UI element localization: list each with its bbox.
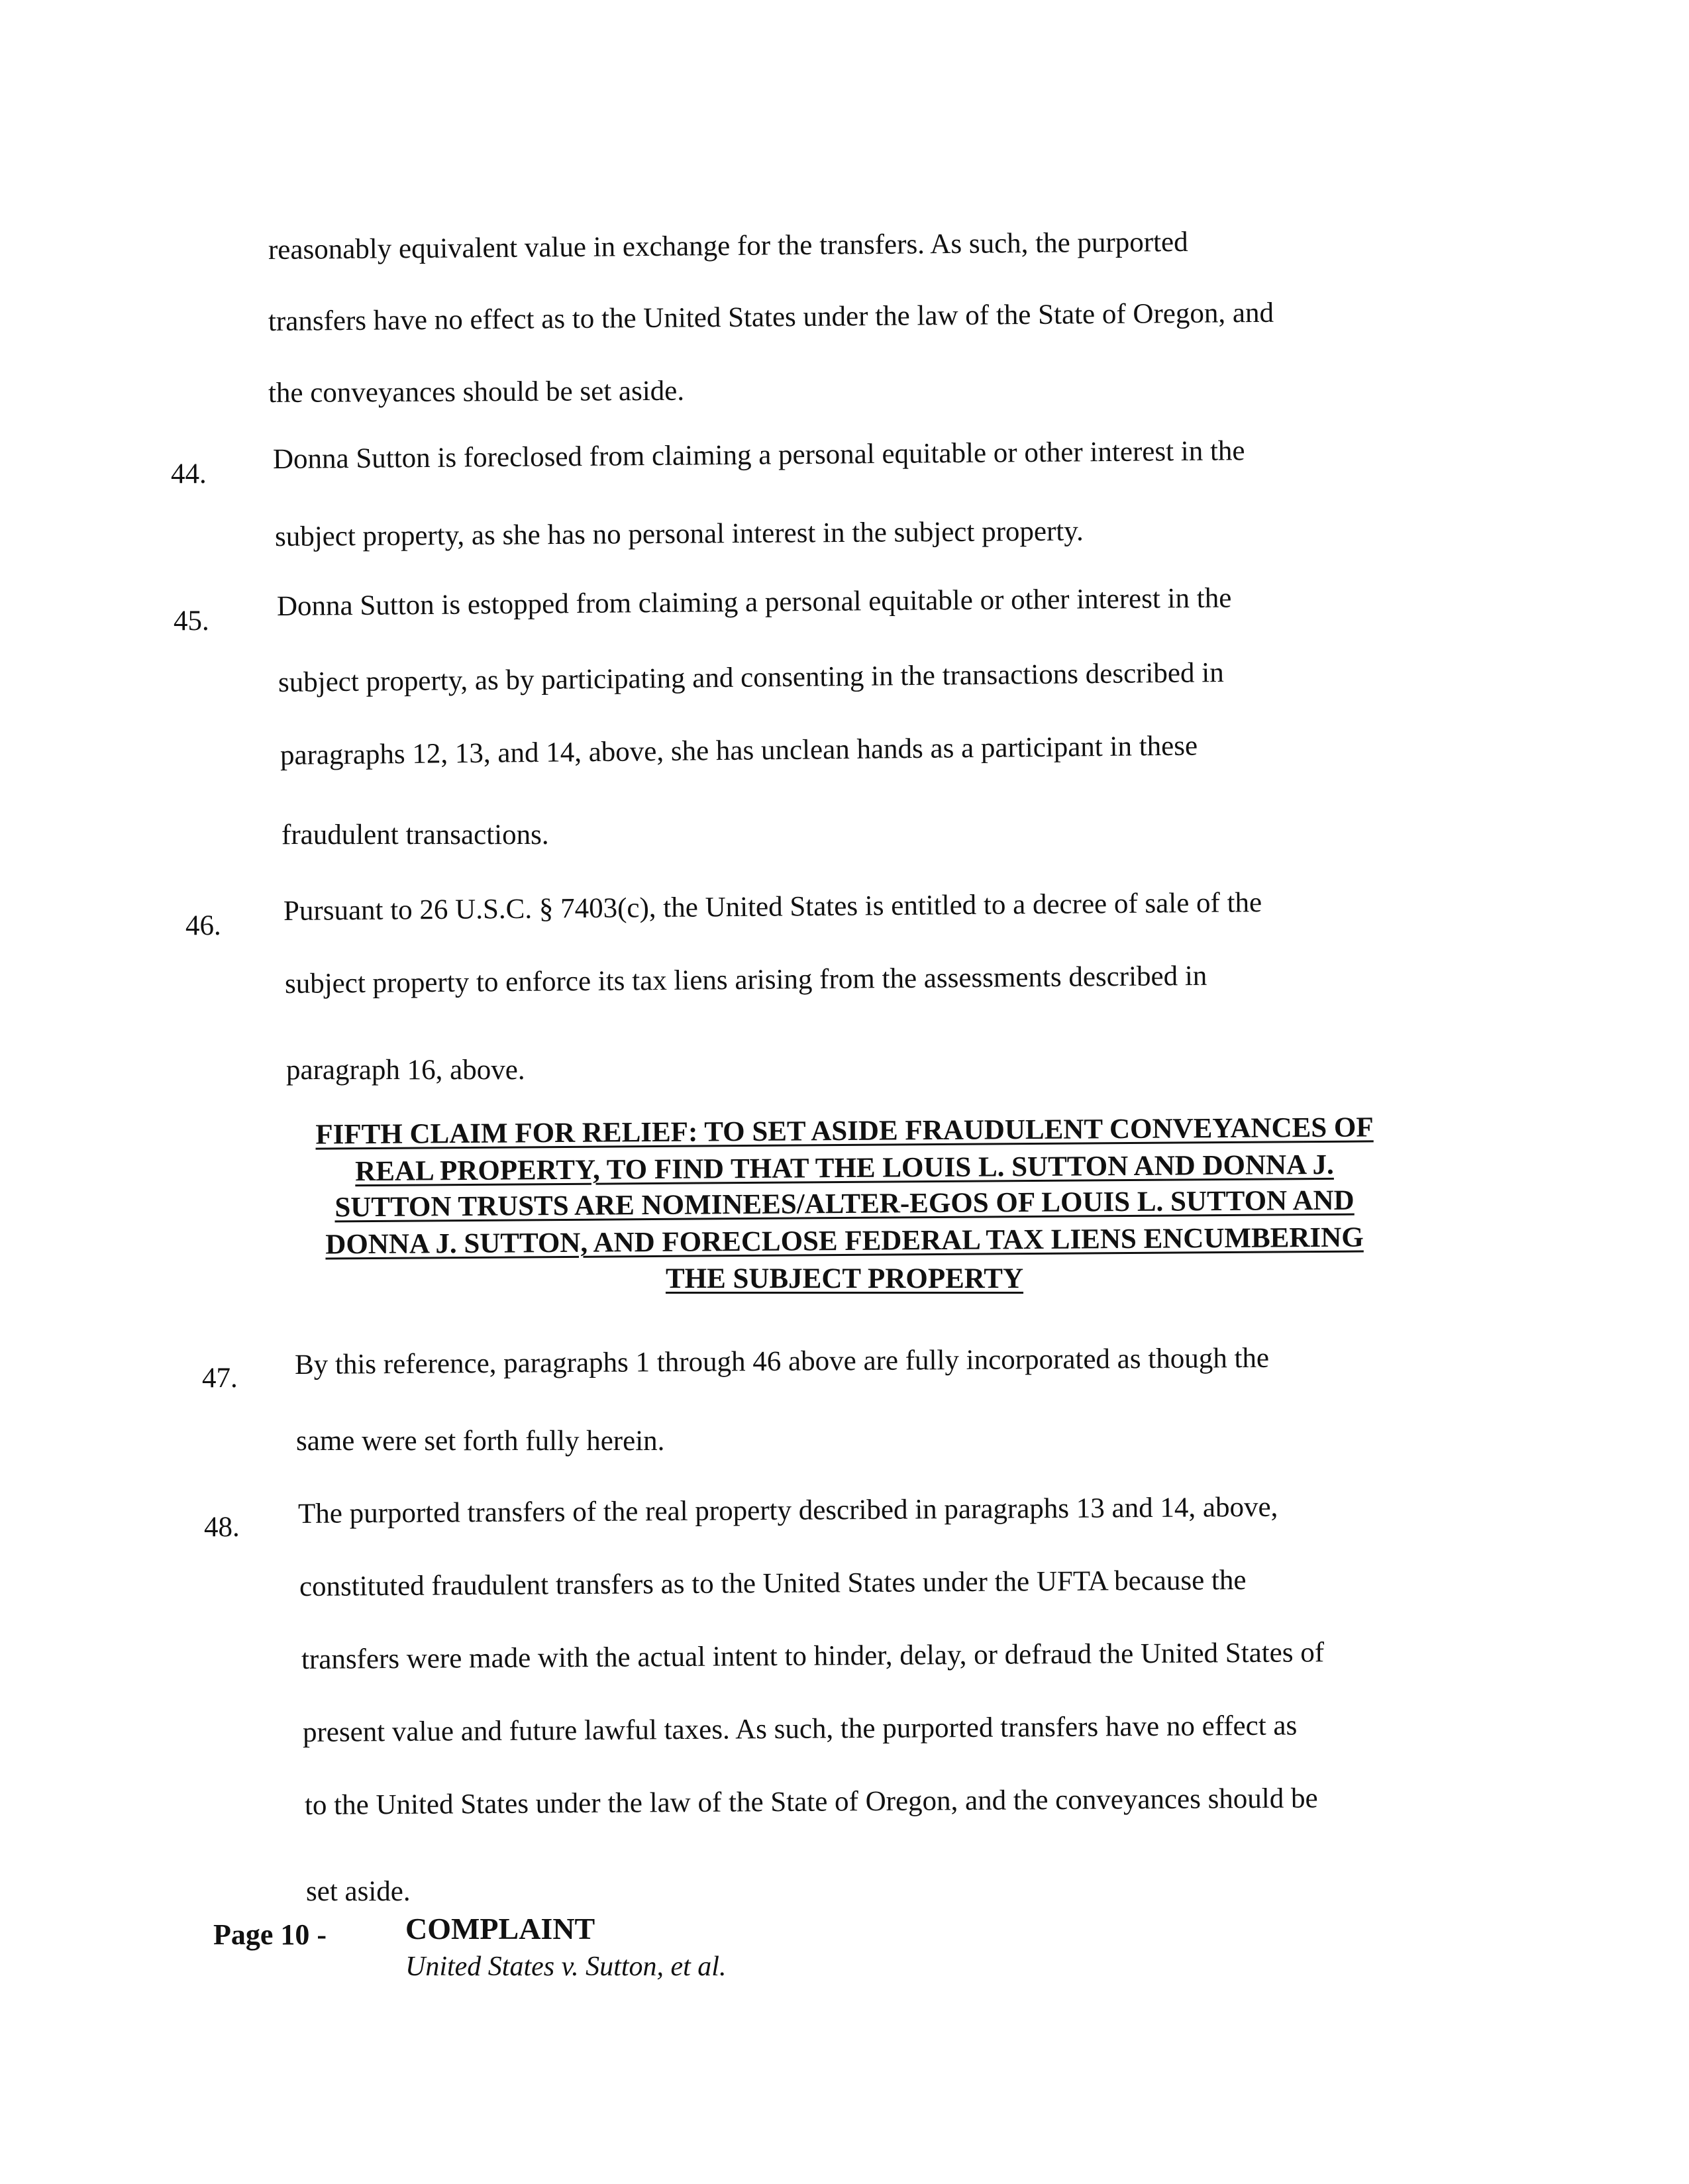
body-line: set aside.	[306, 1876, 411, 1907]
body-line: reasonably equivalent value in exchange for the transfers. As such, the purported	[268, 226, 1188, 266]
case-caption: United States v. Sutton, et al.	[405, 1951, 727, 1982]
body-line: subject property, as by participating and consenting in the transactions described in	[278, 657, 1224, 698]
paragraph-number: 44.	[171, 458, 207, 490]
body-line: subject property to enforce its tax liens arising from the assessments described in	[284, 960, 1207, 1000]
document-title: COMPLAINT	[405, 1912, 595, 1946]
claim-heading-line: FIFTH CLAIM FOR RELIEF: TO SET ASIDE FRAUDULENT CONVEYANCES OF	[315, 1112, 1374, 1151]
paragraph-number: 48.	[204, 1512, 240, 1543]
body-line: By this reference, paragraphs 1 through 46 above are fully incorporated as though the	[294, 1342, 1270, 1380]
body-line: subject property, as she has no personal interest in the subject property.	[274, 515, 1084, 552]
body-line: to the United States under the law of the State of Oregon, and the conveyances should be	[304, 1783, 1318, 1821]
paragraph-number: 47.	[202, 1363, 238, 1394]
body-line: Donna Sutton is estopped from claiming a personal equitable or other interest in the	[276, 582, 1232, 622]
body-line: fraudulent transactions.	[282, 819, 549, 851]
claim-heading-line: DONNA J. SUTTON, AND FORECLOSE FEDERAL TAX LIENS ENCUMBERING	[325, 1222, 1364, 1261]
paragraph-number: 46.	[185, 910, 221, 941]
claim-heading-line: SUTTON TRUSTS ARE NOMINEES/ALTER-EGOS OF LOUIS L. SUTTON AND	[334, 1184, 1355, 1223]
body-line: paragraph 16, above.	[286, 1055, 525, 1086]
body-line: constituted fraudulent transfers as to the United States under the UFTA because the	[299, 1565, 1247, 1602]
body-line: same were set forth fully herein.	[296, 1426, 665, 1457]
body-line: paragraphs 12, 13, and 14, above, she has unclean hands as a participant in these	[280, 730, 1198, 771]
body-line: the conveyances should be set aside.	[268, 375, 685, 409]
body-line: transfers have no effect as to the United States under the law of the State of Oregon, and	[268, 297, 1274, 337]
body-line: transfers were made with the actual intent to hinder, delay, or defraud the United States of	[301, 1637, 1325, 1675]
claim-heading-line: REAL PROPERTY, TO FIND THAT THE LOUIS L. SUTTON AND DONNA J.	[355, 1149, 1334, 1188]
paragraph-number: 45.	[174, 605, 209, 637]
claim-heading-line: THE SUBJECT PROPERTY	[665, 1263, 1024, 1294]
body-line: The purported transfers of the real property described in paragraphs 13 and 14, above,	[297, 1491, 1278, 1530]
body-line: Pursuant to 26 U.S.C. § 7403(c), the United States is entitled to a decree of sale of the	[283, 887, 1262, 927]
page-number-label: Page 10 -	[213, 1918, 327, 1951]
body-line: present value and future lawful taxes. As such, the purported transfers have no effect as	[302, 1710, 1298, 1748]
body-line: Donna Sutton is foreclosed from claiming a personal equitable or other interest in the	[272, 435, 1245, 475]
